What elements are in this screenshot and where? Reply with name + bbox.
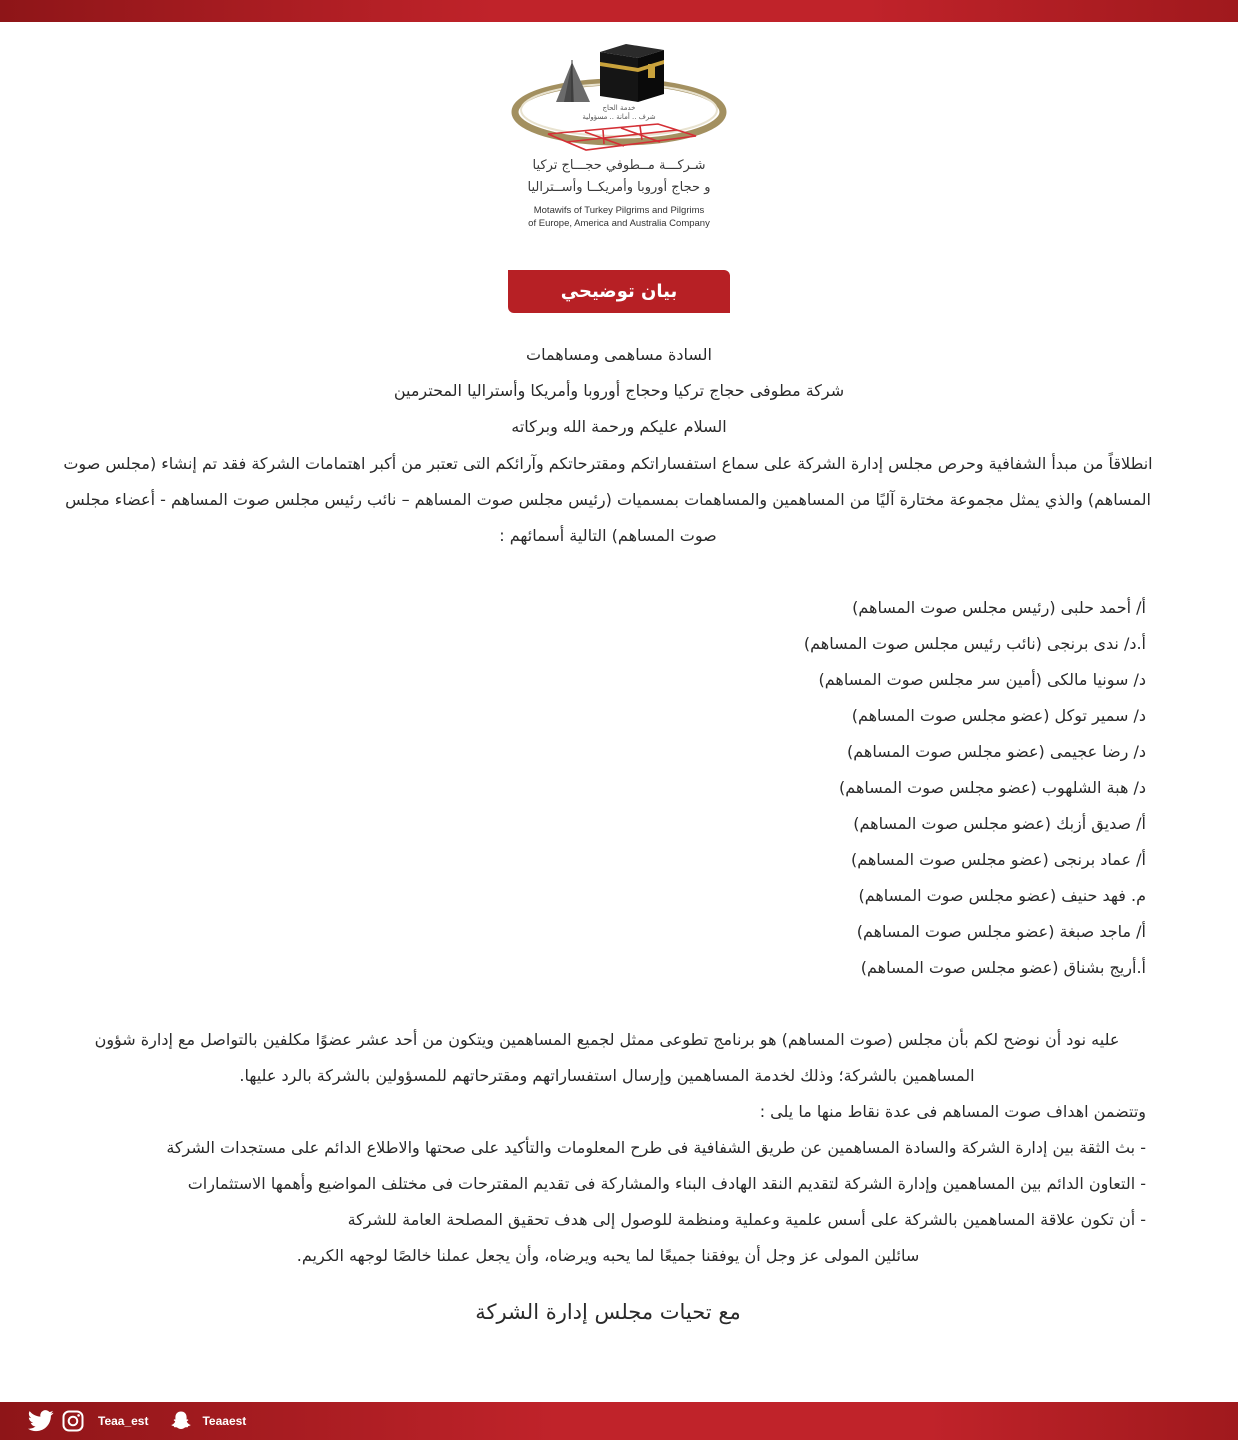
statement-title-badge: بيان توضيحي [508, 270, 730, 313]
company-logo [508, 40, 730, 235]
greeting-line-2: شركة مطوفى حجاج تركيا وحجاج أوروبا وأمريكا وأستراليا المحترمين [393, 381, 845, 400]
explanation-paragraph: عليه نود أن نوضح لكم بأن مجلس (صوت المساهم) هو برنامج تطوعى ممثل لجميع المساهمين ويتكون من أحد عشر عضوًا مكلفين بالتواصل مع إدارة شؤون المساهمين بالشركة؛ وذلك لخدمة المساهمين وإرسال استفساراتهم ومقترحاتهم للمسؤولين بالشركة بالرد عليها. [94, 1030, 1120, 1085]
member-item: أ.د/ ندى برنجى (نائب رئيس مجلس صوت المساهم) [803, 634, 1146, 653]
logo-company-ar-line-2: و حجاج أوروبا وأمريكــا وأســتراليا [527, 180, 711, 195]
top-accent-bar [0, 0, 1238, 22]
closing-prayer: سائلين المولى عز وجل أن يوفقنا جميعًا لما يحبه ويرضاه، وأن يجعل عملنا خالصًا لوجهه الكريم. [296, 1246, 920, 1265]
member-item: م. فهد حنيف (عضو مجلس صوت المساهم) [858, 886, 1146, 905]
member-item: د/ رضا عجيمى (عضو مجلس صوت المساهم) [847, 742, 1146, 761]
intro-paragraph: انطلاقاً من مبدأ الشفافية وحرص مجلس إدارة الشركة على سماع استفساراتكم ومقترحاتكم وآرائكم التى تعتبر من أكبر اهتمامات الشركة فقد تم إنشاء (مجلس صوت المساهم) والذي يمثل مجموعة مختارة آليًا من المساهمين والمساهمات بمسميات (رئيس مجلس صوت المساهم – نائب رئيس مجلس صوت المساهم - أعضاء مجلس صوت المساهم) التالية أسمائهم : [63, 454, 1153, 545]
members-list [446, 590, 1146, 986]
snapchat-handle[interactable]: Teaaest [202, 1414, 247, 1428]
member-item: أ/ ماجد صبغة (عضو مجلس صوت المساهم) [856, 922, 1146, 941]
logo-caption-line-1: خدمة الحاج [602, 104, 636, 112]
instagram-icon[interactable] [62, 1410, 84, 1432]
social-links [28, 1402, 246, 1440]
snapchat-icon[interactable] [170, 1410, 192, 1432]
member-item: أ.أريج بشناق (عضو مجلس صوت المساهم) [860, 958, 1146, 977]
goal-item: - أن تكون علاقة المساهمين بالشركة على أسس علمية وعملية ومنظمة للوصول إلى هدف تحقيق المصلحة العامة للشركة [347, 1210, 1146, 1229]
instagram-handle[interactable]: Teaa_est [98, 1414, 149, 1428]
logo-company-en-line-2: of Europe, America and Australia Company [528, 218, 710, 229]
goal-item: - التعاون الدائم بين المساهمين وإدارة الشركة لتقديم النقد الهادف البناء والمشاركة فى تقديم المقترحات فى مختلف المواضيع وأهمها الاستثمارات [187, 1174, 1146, 1193]
logo-company-en-line-1: Motawifs of Turkey Pilgrims and Pilgrims [533, 205, 705, 216]
greeting-line-3: السلام عليكم ورحمة الله وبركاته [511, 417, 727, 436]
member-item: أ/ أحمد حلبى (رئيس مجلس صوت المساهم) [852, 598, 1146, 617]
member-item: أ/ صديق أزبك (عضو مجلس صوت المساهم) [853, 814, 1146, 833]
board-signoff: مع تحيات مجلس إدارة الشركة [475, 1300, 741, 1324]
goals-intro: وتتضمن اهداف صوت المساهم فى عدة نقاط منها ما يلى : [759, 1102, 1146, 1121]
logo-caption-line-2: شرف .. أمانة .. مسؤولية [582, 113, 656, 121]
member-item: د/ هبة الشلهوب (عضو مجلس صوت المساهم) [839, 778, 1146, 797]
member-item: د/ سمير توكل (عضو مجلس صوت المساهم) [851, 706, 1146, 725]
goal-item: - بث الثقة بين إدارة الشركة والسادة المساهمين عن طريق الشفافية فى طرح المعلومات والتأكيد على صحتها والاطلاع الدائم على مستجدات الشركة [166, 1138, 1146, 1157]
logo-company-ar-line-1: شـركـــة مــطوفي حجـــاج تركيا [532, 158, 706, 173]
member-item: د/ سونيا مالكى (أمين سر مجلس صوت المساهم) [818, 670, 1146, 689]
greeting-line-1: السادة مساهمى ومساهمات [526, 345, 712, 364]
twitter-icon[interactable] [28, 1410, 54, 1432]
member-item: أ/ عماد برنجى (عضو مجلس صوت المساهم) [850, 850, 1146, 869]
